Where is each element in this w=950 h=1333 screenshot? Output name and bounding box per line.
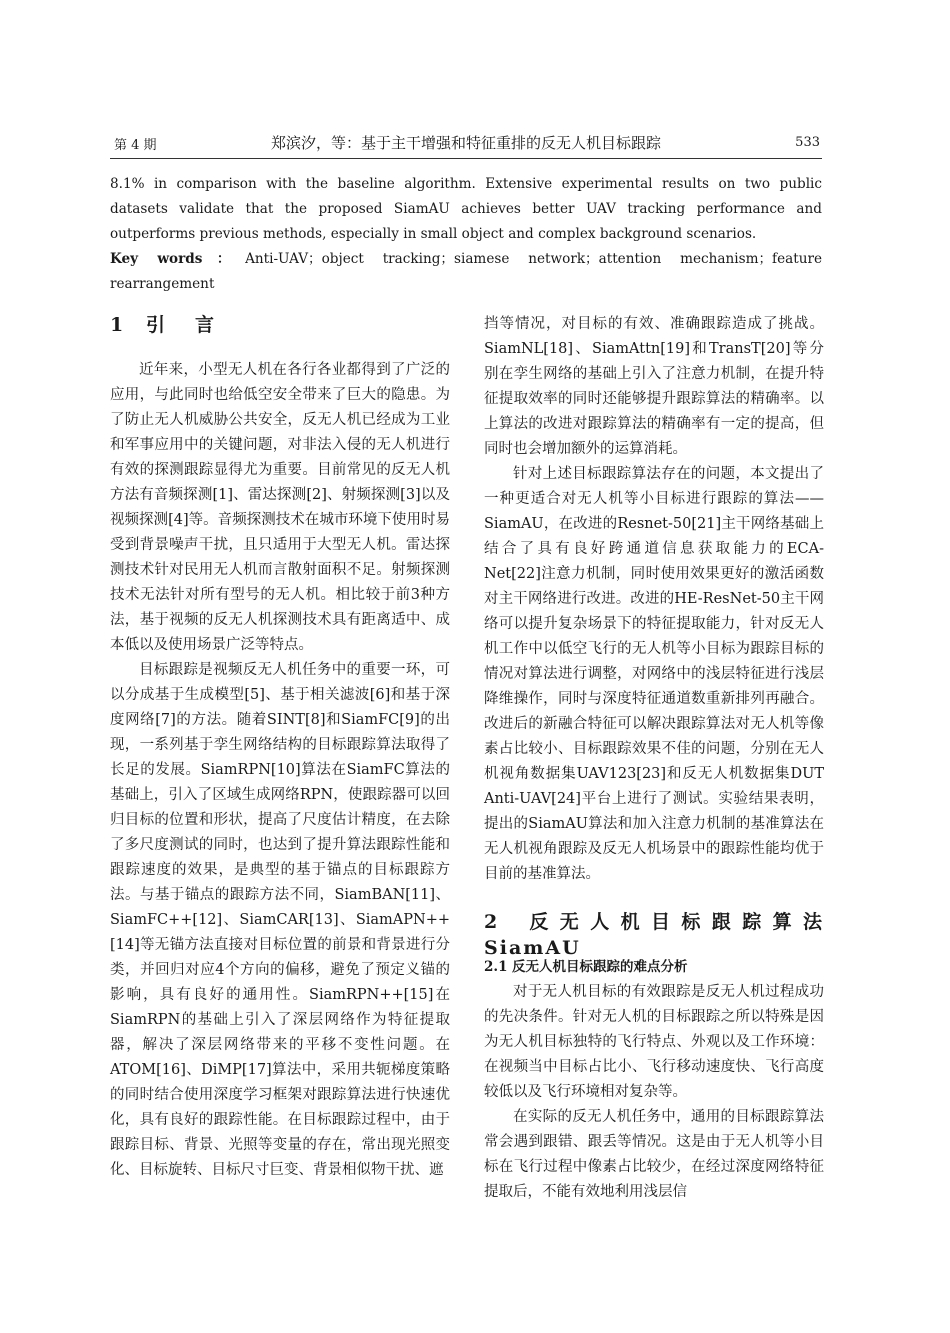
subsection-2-1-number: 2.1 [484, 959, 508, 975]
issue-number: 第 4 期 [114, 138, 157, 153]
section-2-heading [484, 909, 824, 959]
subsection-2-1-title: 反无人机目标跟踪的难点分析 [512, 959, 688, 975]
section-2-paragraph-1: 对于无人机目标的有效跟踪是反无人机过程成功的先决条件。针对无人机的目标跟踪之所以特殊是因为无人机目标独特的飞行特点、外观以及工作环境：在视频当中目标占比小、飞行移动速度快、飞行高度较低以及飞行环境相对复杂等。 [484, 984, 824, 1100]
abstract-text: 8.1% in comparison with the baseline algorithm. Extensive experimental results on two public datasets validate that the proposed SiamAU achieves better UAV tracking performance and outperforms previous methods, especially in small object and complex background scenarios. [110, 176, 822, 242]
running-title: 郑滨汐，等：基于主干增强和特征重排的反无人机目标跟踪 [270, 134, 661, 152]
page-number: 533 [795, 135, 820, 150]
abstract-tail [110, 172, 822, 297]
left-column [110, 312, 450, 1183]
keywords-line [110, 247, 822, 297]
right-column [484, 312, 824, 1205]
keywords-label: Key words： [110, 251, 246, 267]
section-2-number: 2 [484, 911, 498, 933]
intro-paragraph-1: 近年来，小型无人机在各行各业都得到了广泛的应用，与此同时也给低空安全带来了巨大的隐患。为了防止无人机威胁公共安全，反无人机已经成为工业和军事应用中的关键问题，对非法入侵的无人机进行有效的探测跟踪显得尤为重要。目前常见的反无人机方法有音频探测[1]、雷达探测[2]、射频探测[3]以及视频探测[4]等。音频探测技术在城市环境下使用时易受到背景噪声干扰，且只适用于大型无人机。雷达探测技术针对民用无人机而言散射面积不足。射频探测技术无法针对所有型号的无人机。相比较于前3种方法，基于视频的反无人机探测技术具有距离适中、成本低以及使用场景广泛等特点。 [110, 362, 450, 653]
section-1-heading [110, 312, 450, 358]
intro-paragraph-2: 目标跟踪是视频反无人机任务中的重要一环，可以分成基于生成模型[5]、基于相关滤波[6]和基于深度网络[7]的方法。随着SINT[8]和SiamFC[9]的出现，一系列基于孪生网络结构的目标跟踪算法取得了长足的发展。SiamRPN[10]算法在SiamFC算法的基础上，引入了区域生成网络RPN，使跟踪器可以回归目标的位置和形状，提高了尺度估计精度，在去除了多尺度测试的同时，也达到了提升算法跟踪性能和跟踪速度的效果，是典型的基于锚点的目标跟踪方法。与基于锚点的跟踪方法不同，SiamBAN[11]、SiamFC++[12]、SiamCAR[13]、SiamAPN++[14]等无锚方法直接对目标位置的前景和背景进行分类，并回归对应4个方向的偏移，避免了预定义锚的影响，具有良好的通用性。SiamRPN++[15]在SiamRPN的基础上引入了深层网络作为特征提取器，解决了深层网络带来的平移不变性问题。在ATOM[16]、DiMP[17]算法中，采用共轭梯度策略的同时结合使用深度学习框架对跟踪算法进行快速优化，具有良好的跟踪性能。在目标跟踪过程中，由于跟踪目标、背景、光照等变量的存在，常出现光照变化、目标旋转、目标尺寸巨变、背景相似物干扰、遮 [110, 662, 450, 1178]
section-2-paragraph-2: 在实际的反无人机任务中，通用的目标跟踪算法常会遇到跟错、跟丢等情况。这是由于无人机等小目标在飞行过程中像素占比较少，在经过深度网络特征提取后，不能有效地利用浅层信 [484, 1109, 824, 1200]
intro-paragraph-2-cont: 挡等情况，对目标的有效、准确跟踪造成了挑战。SiamNL[18]、SiamAttn[19]和TransT[20]等分别在孪生网络的基础上引入了注意力机制，在提升特征提取效率的同时还能够提升跟踪算法的精确率。以上算法的改进对跟踪算法的精确率有一定的提高，但同时也会增加额外的运算消耗。 [484, 316, 824, 457]
keywords: Anti-UAV；object tracking；siamese network；attention mechanism；feature rearrangement [110, 251, 822, 292]
intro-paragraph-3: 针对上述目标跟踪算法存在的问题，本文提出了一种更适合对无人机等小目标进行跟踪的算法——SiamAU，在改进的Resnet-50[21]主干网络基础上结合了具有良好跨通道信息获取能力的ECA-Net[22]注意力机制，同时使用效果更好的激活函数对主干网络进行改进。改进的HE-ResNet-50主干网络可以提升复杂场景下的特征提取能力，针对反无人机工作中以低空飞行的无人机等小目标为跟踪目标的情况对算法进行调整，对网络中的浅层特征进行浅层降维操作，同时与深度特征通道数重新排列再融合。改进后的新融合特征可以解决跟踪算法对无人机等像素占比较小、目标跟踪效果不佳的问题，分别在无人机视角数据集UAV123[23]和反无人机数据集DUT Anti-UAV[24]平台上进行了测试。实验结果表明，提出的SiamAU算法和加入注意力机制的基准算法在无人机视角跟踪及反无人机场景中的跟踪性能均优于目前的基准算法。 [484, 466, 824, 882]
subsection-2-1-heading [484, 955, 824, 980]
running-header [110, 126, 822, 159]
section-gap [484, 887, 824, 909]
section-2-title: 反无人机目标跟踪算法SiamAU [484, 911, 824, 959]
section-1-title: 引言 [146, 314, 245, 336]
section-1-number: 1 [110, 314, 124, 336]
